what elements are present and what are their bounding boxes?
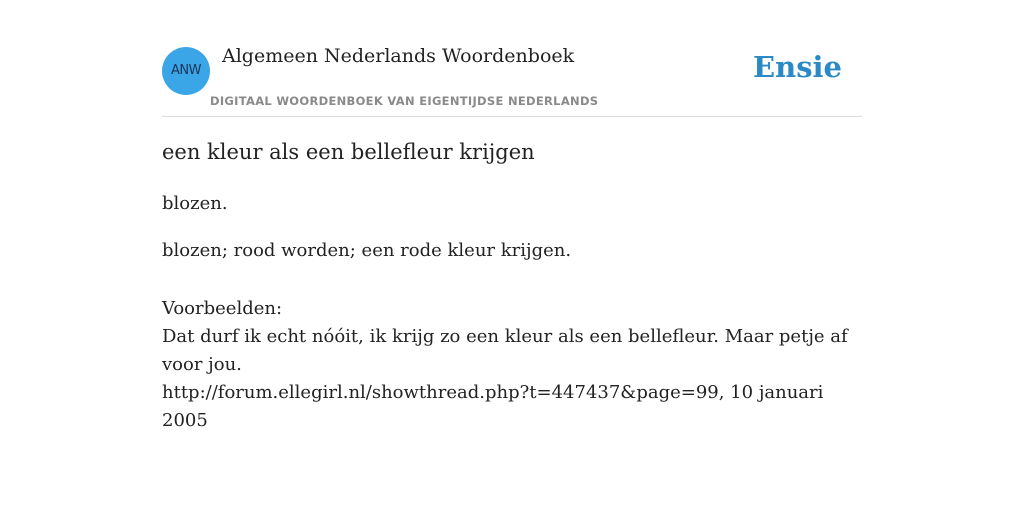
examples-heading: Voorbeelden: [162, 298, 283, 319]
anw-logo[interactable]: ANW [162, 47, 210, 95]
short-definition: blozen. [162, 193, 228, 214]
site-header [162, 0, 862, 117]
site-title[interactable]: Algemeen Nederlands Woordenboek [222, 45, 575, 67]
example-text: Dat durf ik echt nóóit, ik krijg zo een kleur als een bellefleur. Maar petje af voor jou. [162, 326, 848, 375]
entry-term: een kleur als een bellefleur krijgen [162, 140, 535, 164]
example-source: http://forum.ellegirl.nl/showthread.php?t=447437&page=99, 10 januari 2005 [162, 382, 824, 431]
ensie-brand-logo[interactable]: Ensie [753, 50, 842, 84]
site-subtitle: DIGITAAL WOORDENBOEK VAN EIGENTIJDSE NEDERLANDS [210, 94, 599, 108]
long-definition: blozen; rood worden; een rode kleur krijgen. [162, 240, 572, 261]
examples-section [162, 295, 862, 435]
page [162, 0, 862, 512]
